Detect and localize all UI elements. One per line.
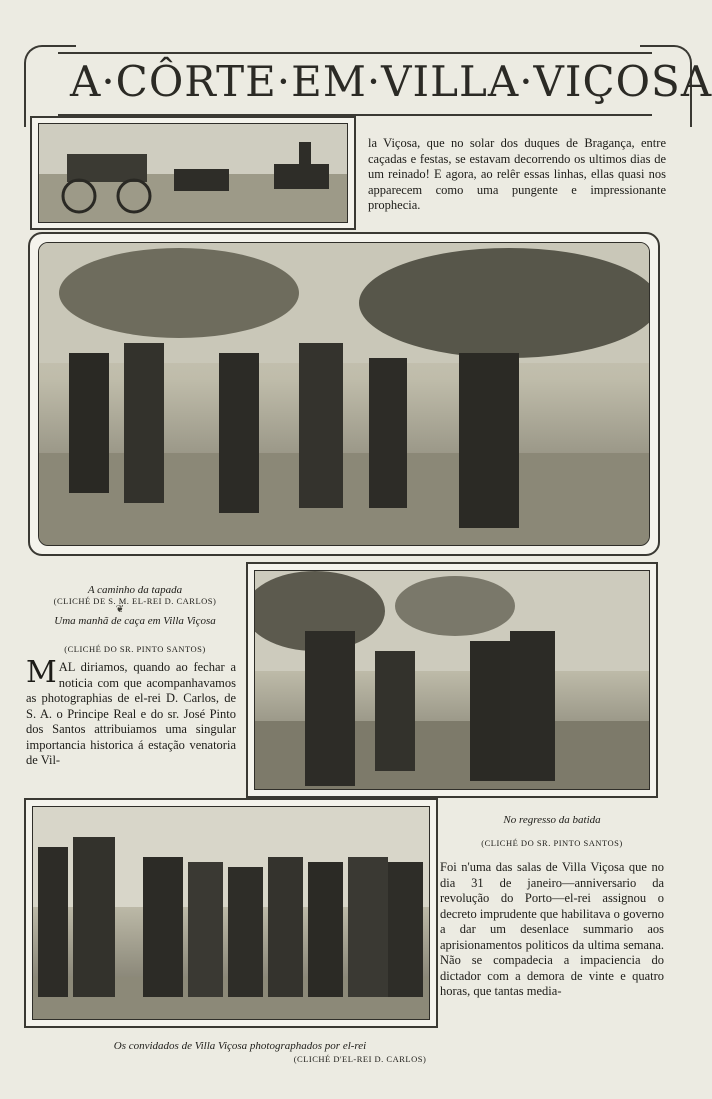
photo-return — [254, 570, 650, 790]
left-column-body: AL diriamos, quando ao fechar a noticia com que acompanhavamos as photographias de el-rei D. Carlos, de S. A. o Principe Real e do sr. José Pinto dos Santos attribuiamos uma singular importancia historica á estação venatoria de Vil- — [26, 660, 236, 767]
photo-hunting-party — [38, 242, 650, 546]
caption-morning-hunt: Uma manhã de caça em Villa Viçosa — [54, 615, 216, 627]
photo-frame-carriage — [30, 116, 356, 230]
photo-guests — [32, 806, 430, 1020]
intro-paragraph: la Viçosa, que no solar dos duques de Bragança, entre caçadas e festas, se estavam decorrendo os ultimos dias de um reinado! E agora, ao relêr essas linhas, ellas quasi nos apparecem como uma pungente e impressionante prophecia. — [368, 136, 666, 212]
credit-hunting-party: (CLICHÉ DE S. M. EL-REI D. CARLOS) — [53, 596, 217, 606]
photo-frame-hunting-party — [28, 232, 660, 556]
caption-return: No regresso da batida — [503, 814, 601, 826]
right-column-text: Foi n'uma das salas de Villa Viçosa que no dia 31 de janeiro—anniversario da revolução do Porto—el-rei assignou o decreto imprudente que habilitava o governo a dar um desenlace summario aos aprisionamentos politicos da ultima semana. Não se compadecia a impaciencia do dictador com a demora de vinte e quatro horas, que tantas media- — [440, 860, 664, 998]
page-title: A·CÔRTE·EM·VILLA·VIÇOSA — [70, 57, 712, 106]
left-column-text — [26, 655, 236, 769]
photo-carriage — [38, 123, 348, 223]
fleuron-divider: ❦ — [115, 604, 125, 615]
credit-morning-hunt: (CLICHÉ DO SR. PINTO SANTOS) — [64, 644, 206, 654]
drop-cap: M — [26, 655, 57, 690]
photo-frame-return — [246, 562, 658, 798]
photo-frame-guests — [24, 798, 438, 1028]
credit-return: (CLICHÉ DO SR. PINTO SANTOS) — [481, 838, 623, 848]
caption-guests: Os convidados de Villa Viçosa photographados por el-rei — [113, 1040, 367, 1052]
caption-hunting-party: A caminho da tapada — [87, 584, 183, 596]
credit-guests: (CLICHÉ D'EL-REI D. CARLOS) — [293, 1054, 427, 1064]
